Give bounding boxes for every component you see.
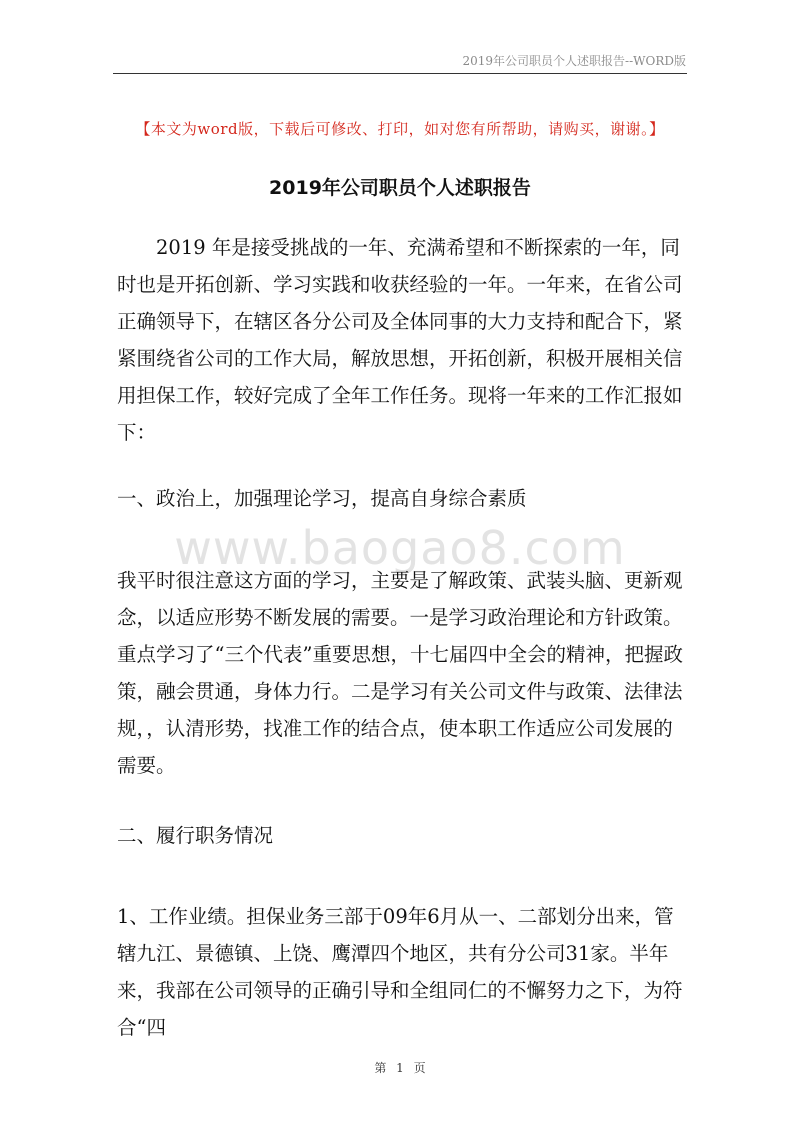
- footer-prefix: 第: [374, 1061, 387, 1075]
- running-header: 2019年公司职员个人述职报告--WORD版: [462, 54, 686, 68]
- purchase-notice: 【本文为word版，下载后可修改、打印，如对您有所帮助，请购买，谢谢。】: [135, 120, 665, 138]
- header-divider: [113, 73, 687, 74]
- section-2-heading: 二、履行职务情况: [117, 824, 274, 847]
- page-number: 1: [396, 1061, 404, 1075]
- intro-paragraph: 2019 年是接受挑战的一年、充满希望和不断探索的一年，同时也是开拓创新、学习实践和收获经验的一年。一年来，在省公司正确领导下，在辖区各分公司及全体同事的大力支持和配合下，紧紧围绕省公司的工作大局，解放思想，开拓创新，积极开展相关信用担保工作，较好完成了全年工作任务。现将一年来的工作汇报如下：: [117, 236, 683, 444]
- section-2-paragraph: 1、工作业绩。担保业务三部于09年6月从一、二部划分出来，管辖九江、景德镇、上饶、鹰潭四个地区，共有分公司31家。半年来，我部在公司领导的正确引导和全组同仁的不懈努力之下，为符合“四: [117, 905, 683, 1039]
- section-1-paragraph: 我平时很注意这方面的学习，主要是了解政策、武装头脑、更新观念，以适应形势不断发展的需要。一是学习政治理论和方针政策。重点学习了“三个代表”重要思想，十七届四中全会的精神，把握政策，融会贯通，身体力行。二是学习有关公司文件与政策、法律法规，，认清形势，找准工作的结合点，使本职工作适应公司发展的需要。: [117, 569, 683, 777]
- footer-suffix: 页: [413, 1061, 426, 1075]
- document-title: 2019年公司职员个人述职报告: [269, 177, 531, 199]
- section-1-heading: 一、政治上，加强理论学习，提高自身综合素质: [117, 487, 527, 510]
- watermark: www.baogao8.com: [174, 521, 626, 575]
- page-footer: [0, 1059, 800, 1076]
